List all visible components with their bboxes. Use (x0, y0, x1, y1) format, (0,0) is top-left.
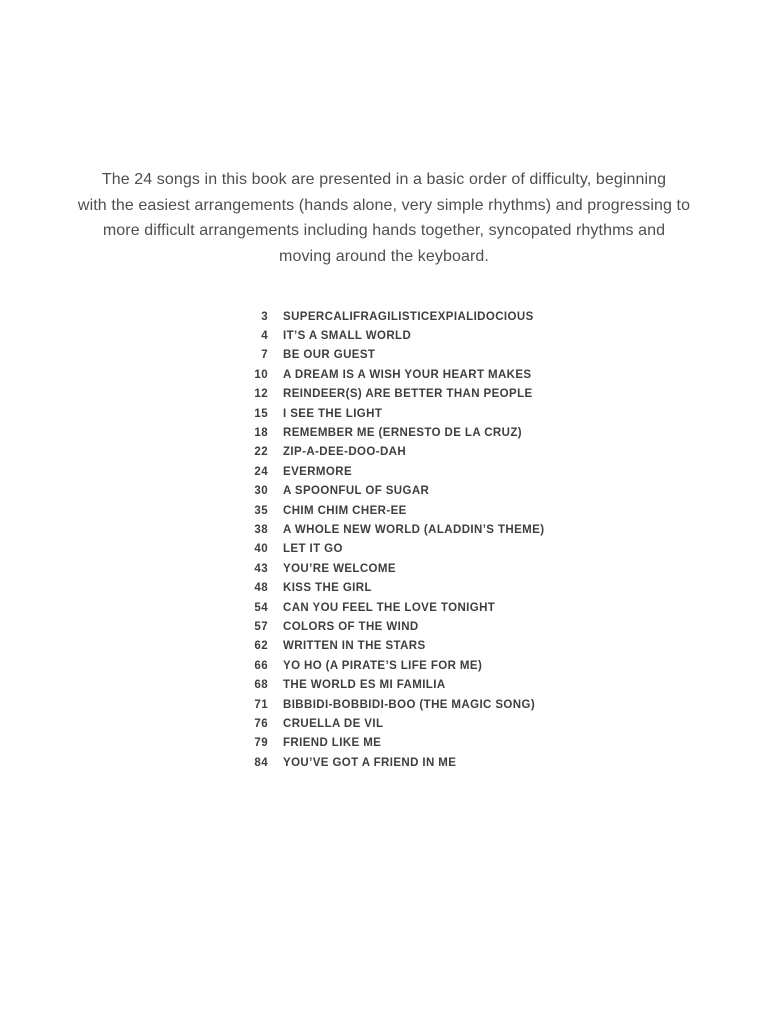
intro-line: moving around the keyboard. (279, 247, 489, 265)
song-row (228, 540, 544, 559)
song-page-number: 4 (261, 330, 268, 343)
song-title: CHIM CHIM CHER-EE (283, 504, 407, 517)
song-row (228, 385, 544, 404)
song-row (228, 637, 544, 656)
song-row (228, 443, 544, 462)
song-row (228, 462, 544, 481)
song-page-number: 68 (254, 679, 268, 692)
song-page-number: 43 (254, 562, 268, 575)
song-title: ZIP-A-DEE-DOO-DAH (283, 446, 407, 459)
song-row (228, 598, 544, 617)
song-row (228, 714, 544, 733)
song-page-number: 48 (254, 582, 268, 595)
song-title: YOU’RE WELCOME (283, 562, 396, 575)
song-title: I SEE THE LIGHT (283, 407, 383, 420)
song-page-number: 10 (254, 368, 268, 381)
song-page-number: 7 (261, 349, 268, 362)
song-row (228, 734, 544, 753)
song-title: SUPERCALIFRAGILISTICEXPIALIDOCIOUS (283, 310, 534, 323)
song-row (228, 617, 544, 636)
song-page-number: 12 (254, 388, 268, 401)
intro-line: with the easiest arrangements (hands alone, very simple rhythms) and progressing to (77, 196, 691, 214)
song-row (228, 578, 544, 597)
song-row (228, 753, 544, 772)
song-title: CRUELLA DE VIL (283, 717, 384, 730)
song-title: YO HO (A PIRATE’S LIFE FOR ME) (283, 659, 483, 672)
song-title: COLORS OF THE WIND (283, 620, 419, 633)
song-row (228, 346, 544, 365)
song-page-number: 3 (261, 310, 268, 323)
song-row (228, 695, 544, 714)
song-title: IT’S A SMALL WORLD (283, 330, 412, 343)
song-page-number: 30 (254, 485, 268, 498)
song-title: WRITTEN IN THE STARS (283, 640, 426, 653)
song-page-number: 54 (254, 601, 268, 614)
song-page-number: 15 (254, 407, 268, 420)
intro-line: more difficult arrangements including hands together, syncopated rhythms and (102, 222, 666, 239)
song-row (228, 520, 544, 539)
song-title: EVERMORE (283, 465, 353, 478)
song-row (228, 423, 544, 442)
song-title: KISS THE GIRL (283, 582, 372, 595)
song-title: BE OUR GUEST (283, 349, 376, 362)
song-title: A SPOONFUL OF SUGAR (283, 485, 430, 498)
song-row (228, 365, 544, 384)
song-title: LET IT GO (283, 543, 343, 556)
song-title: A DREAM IS A WISH YOUR HEART MAKES (283, 368, 532, 381)
song-page-number: 71 (254, 698, 268, 711)
song-title: REMEMBER ME (ERNESTO DE LA CRUZ) (283, 427, 522, 440)
song-page-number: 66 (254, 659, 268, 672)
song-page-number: 57 (254, 620, 268, 633)
song-row (228, 656, 544, 675)
song-title: A WHOLE NEW WORLD (ALADDIN’S THEME) (283, 523, 545, 536)
song-row (228, 326, 544, 345)
song-title: THE WORLD ES MI FAMILIA (283, 679, 446, 692)
song-page-number: 18 (254, 427, 268, 440)
intro-line: The 24 songs in this book are presented in a basic order of difficulty, beginning (101, 171, 667, 188)
song-page-number: 62 (254, 640, 268, 653)
song-row (228, 482, 544, 501)
song-row (228, 307, 544, 326)
song-page-number: 35 (254, 504, 268, 517)
song-title: BIBBIDI-BOBBIDI-BOO (THE MAGIC SONG) (283, 698, 536, 711)
song-page-number: 22 (254, 446, 268, 459)
song-title: FRIEND LIKE ME (283, 737, 382, 750)
song-page-number: 84 (254, 756, 268, 769)
song-title: YOU’VE GOT A FRIEND IN ME (283, 756, 457, 769)
intro-paragraph (64, 167, 704, 269)
song-row (228, 404, 544, 423)
song-page-number: 24 (254, 465, 268, 478)
song-page-number: 38 (254, 523, 268, 536)
song-title: REINDEER(S) ARE BETTER THAN PEOPLE (283, 388, 533, 401)
song-title: CAN YOU FEEL THE LOVE TONIGHT (283, 601, 496, 614)
song-page-number: 40 (254, 543, 268, 556)
song-row (228, 501, 544, 520)
song-row (228, 675, 544, 694)
song-page-number: 76 (254, 717, 268, 730)
song-list (228, 307, 544, 772)
song-row (228, 559, 544, 578)
song-page-number: 79 (254, 737, 268, 750)
